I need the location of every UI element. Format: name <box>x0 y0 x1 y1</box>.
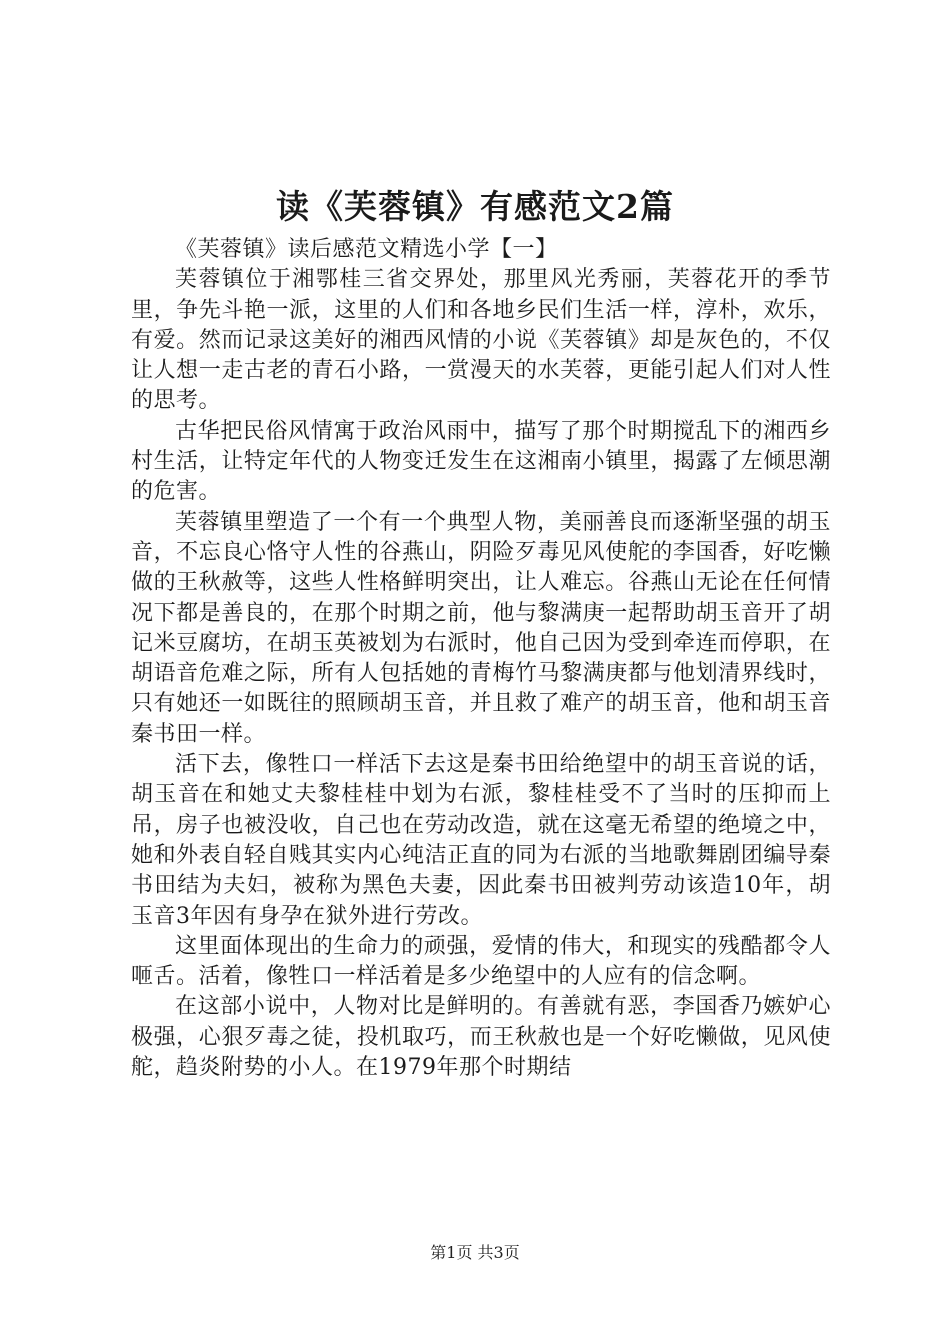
section-subtitle: 《芙蓉镇》读后感范文精选小学【一】 <box>175 237 558 262</box>
document-body <box>131 235 831 1083</box>
paragraph: 在这部小说中，人物对比是鲜明的。有善就有恶，李国香乃嫉妒心极强，心狠歹毒之徒，投机取巧，而王秋赦也是一个好吃懒做，见风使舵，趋炎附势的小人。在1979年那个时期结 <box>131 994 831 1081</box>
paragraph: 芙蓉镇位于湘鄂桂三省交界处，那里风光秀丽，芙蓉花开的季节里，争先斗艳一派，这里的人们和各地乡民们生活一样，淳朴，欢乐，有爱。然而记录这美好的湘西风情的小说《芙蓉镇》却是灰色的，不仅让人想一走古老的青石小路，一赏漫天的水芙蓉，更能引起人们对人性的思考。 <box>131 267 831 414</box>
document-title: 读《芙蓉镇》有感范文2篇 <box>276 187 674 226</box>
paragraph: 这里面体现出的生命力的顽强，爱情的伟大，和现实的残酷都令人咂舌。活着，像牲口一样活着是多少绝望中的人应有的信念啊。 <box>131 933 831 990</box>
paragraph: 芙蓉镇里塑造了一个有一个典型人物，美丽善良而逐渐坚强的胡玉音，不忘良心恪守人性的谷燕山，阴险歹毒见风使舵的李国香，好吃懒做的王秋赦等，这些人性格鲜明突出，让人难忘。谷燕山无论在任何情况下都是善良的，在那个时期之前，他与黎满庚一起帮助胡玉音开了胡记米豆腐坊，在胡玉英被划为右派时，他自己因为受到牵连而停职，在胡语音危难之际，所有人包括她的青梅竹马黎满庚都与他划清界线时，只有她还一如既往的照顾胡玉音，并且救了难产的胡玉音，他和胡玉音秦书田一样。 <box>131 509 831 747</box>
page-footer: 第1页 共3页 <box>430 1243 520 1262</box>
paragraph: 活下去，像牲口一样活下去这是秦书田给绝望中的胡玉音说的话，胡玉音在和她丈夫黎桂桂中划为右派，黎桂桂受不了当时的压抑而上吊，房子也被没收，自己也在劳动改造，就在这毫无希望的绝境之中，她和外表自轻自贱其实内心纯洁正直的同为右派的当地歌舞剧团编导秦书田结为夫妇，被称为黑色夫妻，因此秦书田被判劳动该造10年，胡玉音3年因有身孕在狱外进行劳改。 <box>131 752 831 929</box>
paragraph: 古华把民俗风情寓于政治风雨中，描写了那个时期搅乱下的湘西乡村生活，让特定年代的人物变迁发生在这湘南小镇里，揭露了左倾思潮的危害。 <box>131 418 831 505</box>
